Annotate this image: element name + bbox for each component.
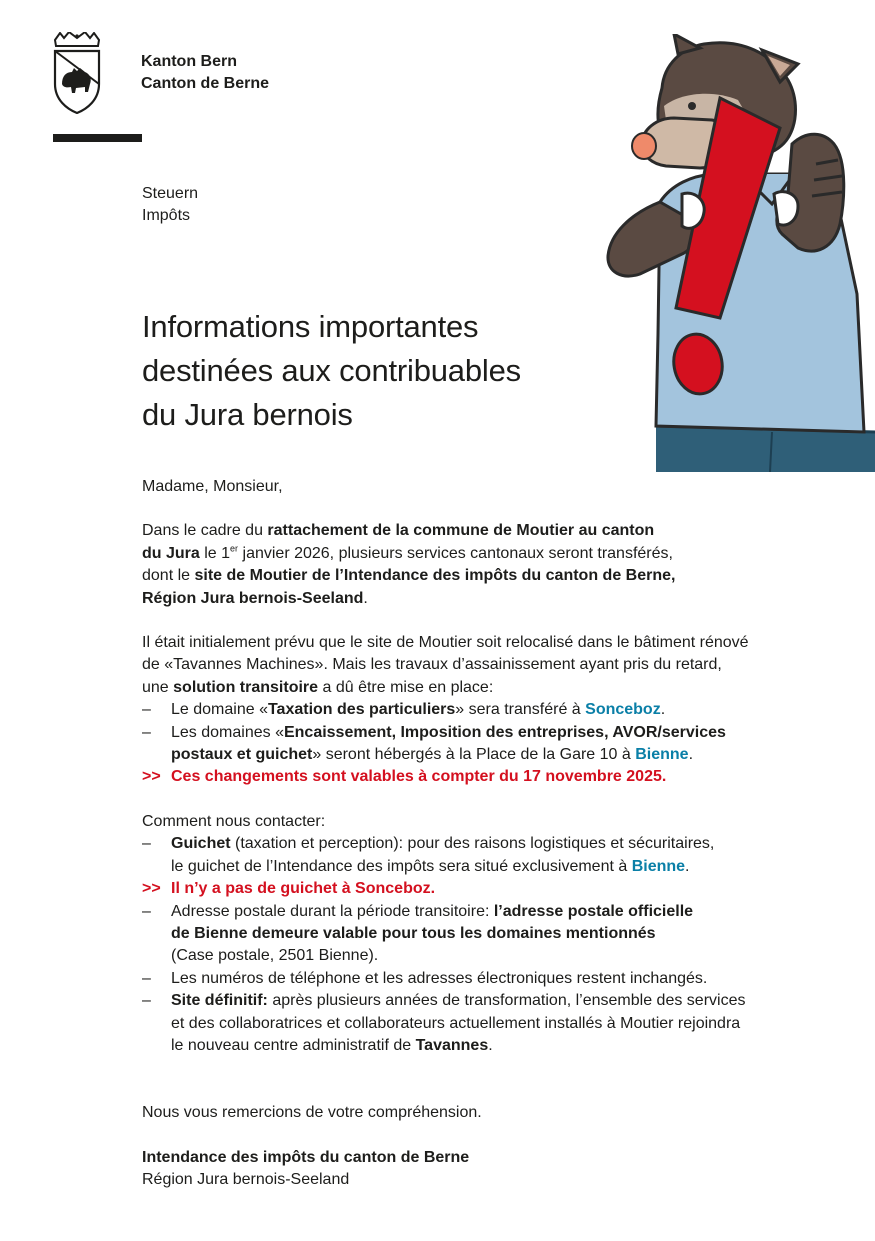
department-fr: Impôts bbox=[142, 207, 191, 224]
list-item: – Site définitif: après plusieurs années de transformation, l’ensemble des services et des collaboratrices et collaborateurs actuellement installés à Moutier rejoindra le nouveau centre administratif de Tavannes. bbox=[142, 992, 746, 1054]
department-de: Steuern bbox=[142, 185, 199, 202]
page-title bbox=[142, 305, 521, 437]
header-rule bbox=[53, 134, 142, 142]
canton-name-de: Kanton Bern bbox=[141, 53, 237, 70]
highlight-note: >> Il n’y a pas de guichet à Sonceboz. bbox=[142, 880, 436, 898]
list-item: – Adresse postale durant la période transitoire: l’adresse postale officielle de Bienne demeure valable pour tous les domaines mentionnés (Case postale, 2501 Bienne). bbox=[142, 902, 694, 965]
list-item: – Guichet (taxation et perception): pour des raisons logistiques et sécuritaires, le guichet de l’Intendance des impôts sera situé exclusivement à Bienne. bbox=[142, 835, 715, 875]
bern-crest-logo bbox=[52, 32, 102, 114]
highlight-note: >> Ces changements sont valables à compter du 17 novembre 2025. bbox=[142, 768, 667, 786]
signature-org: Intendance des impôts du canton de Berne bbox=[142, 1148, 470, 1166]
letter-body bbox=[142, 476, 842, 1192]
contact-intro: Comment nous contacter: bbox=[142, 812, 326, 830]
title-line-1: Informations importantes bbox=[142, 309, 479, 344]
paragraph-transition: Il était initialement prévu que le site de Moutier soit relocalisé dans le bâtiment rénové de «Tavannes Machines». Mais les travaux d’assainissement ayant pris du retard, une solution transitoire a dû être mise en place: bbox=[142, 634, 749, 696]
canton-name-fr: Canton de Berne bbox=[141, 75, 270, 92]
list-item: – Les domaines «Encaissement, Imposition des entreprises, AVOR/services postaux et guichet» seront hébergés à la Place de la Gare 10 à Bienne. bbox=[142, 723, 726, 764]
bear-mascot-illustration bbox=[602, 34, 875, 472]
list-item: – Le domaine «Taxation des particuliers» sera transféré à Sonceboz. bbox=[142, 701, 666, 719]
salutation: Madame, Monsieur, bbox=[142, 478, 283, 495]
title-line-3: du Jura bernois bbox=[142, 397, 353, 432]
signature-region: Région Jura bernois-Seeland bbox=[142, 1171, 350, 1189]
paragraph-transfer: Dans le cadre du rattachement de la commune de Moutier au canton du Jura le 1er janvier 2026, plusieurs services cantonaux seront transférés, dont le site de Moutier de l’Intendance des impôts du canton de Berne, Région Jura bernois-Seeland. bbox=[142, 522, 676, 607]
closing: Nous vous remercions de votre compréhension. bbox=[142, 1104, 482, 1122]
list-item: – Les numéros de téléphone et les adresses électroniques restent inchangés. bbox=[142, 969, 708, 987]
title-line-2: destinées aux contribuables bbox=[142, 353, 521, 388]
